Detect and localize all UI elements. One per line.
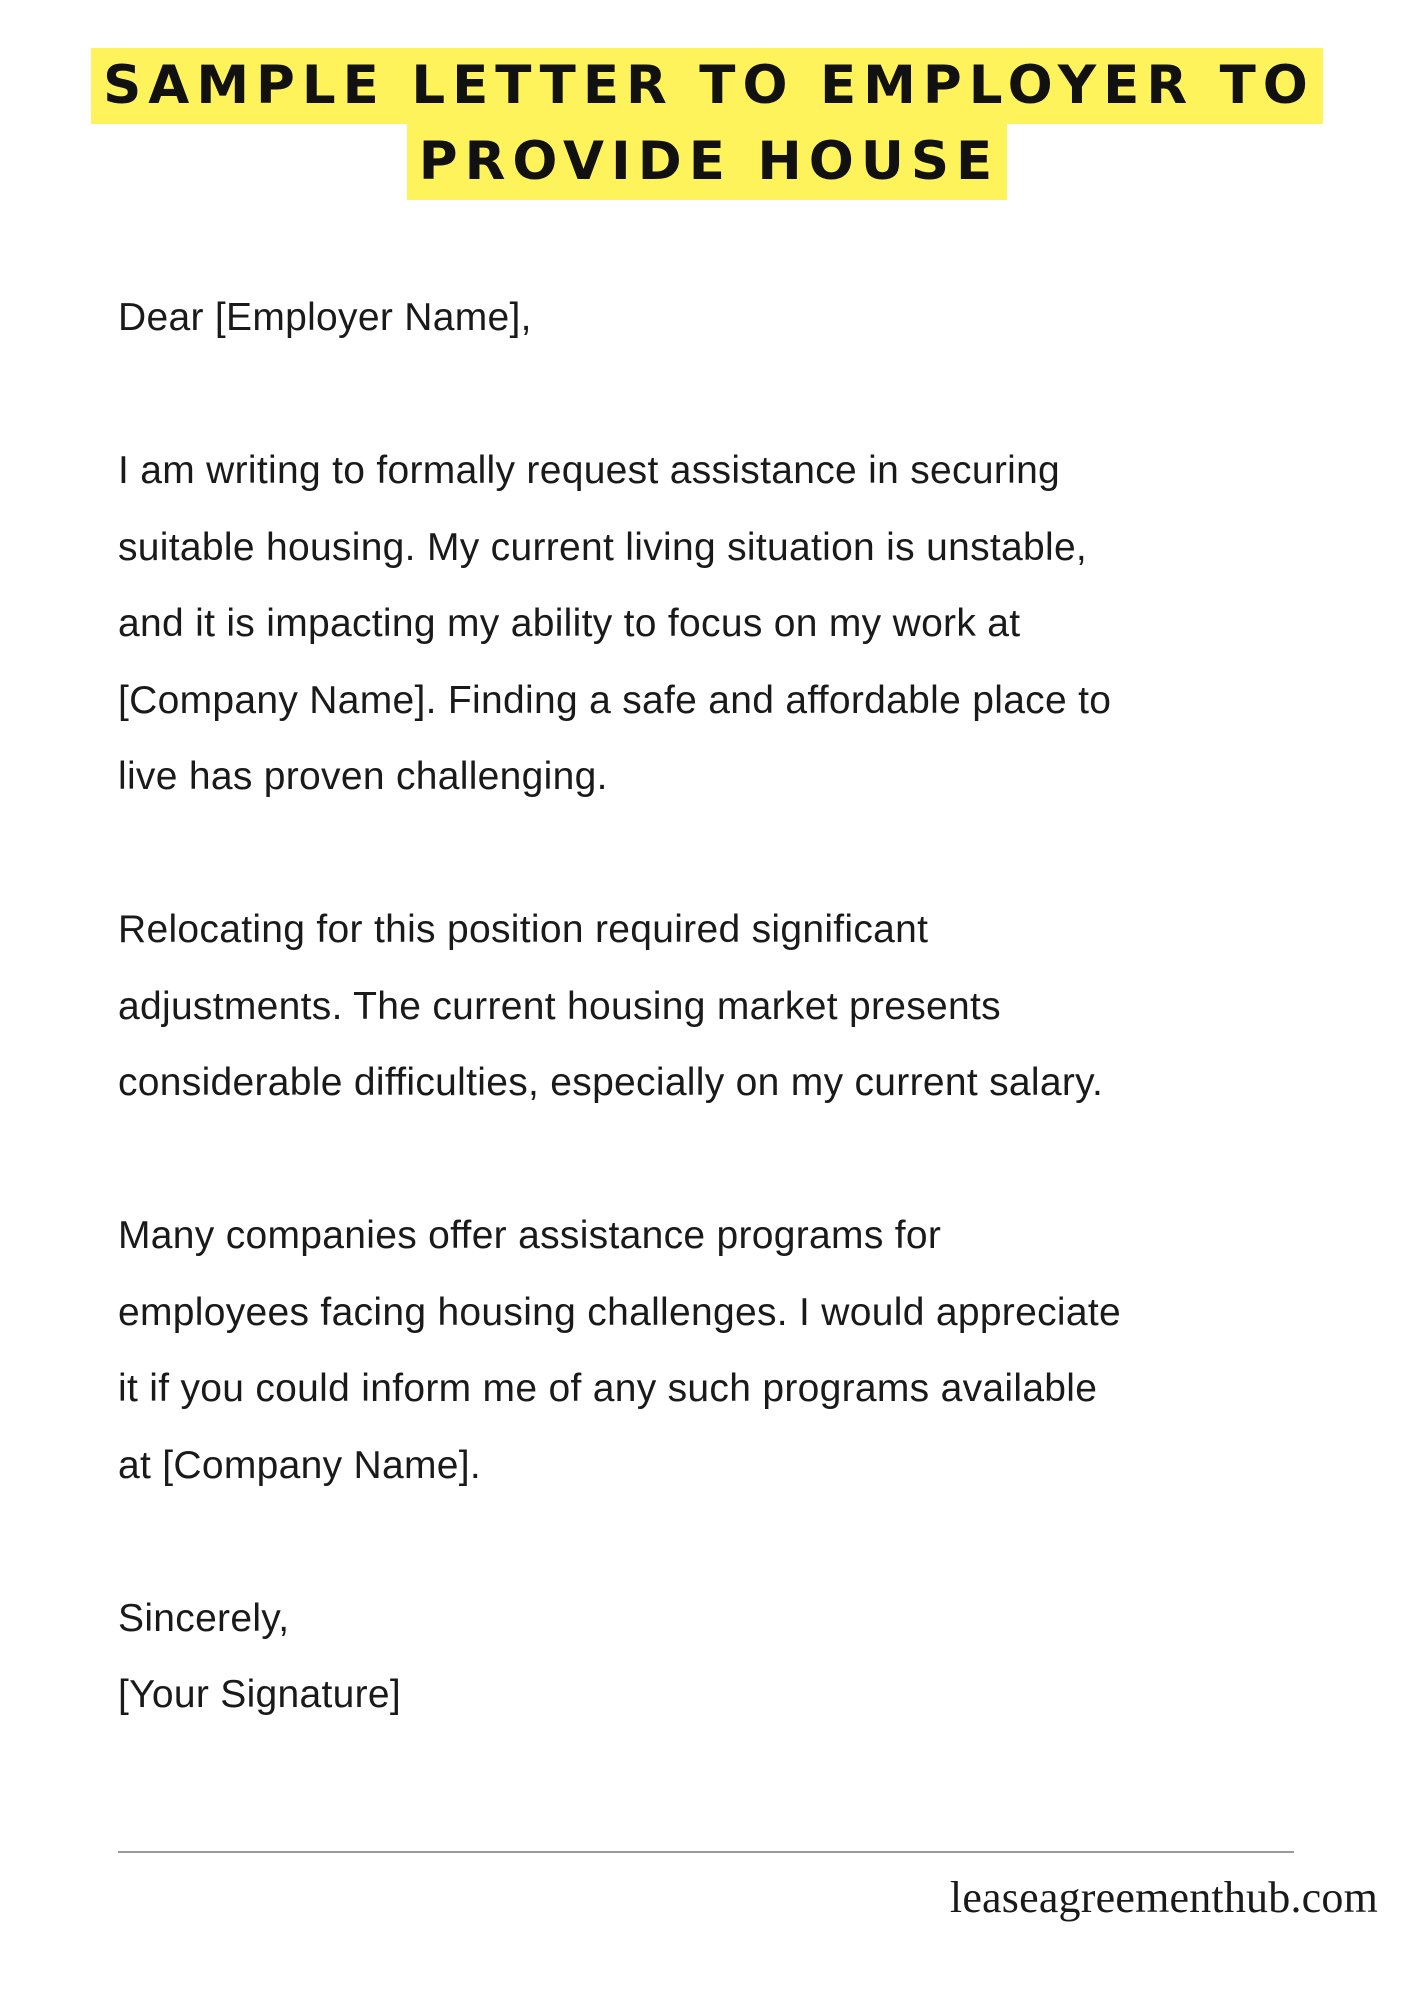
paragraph-line: employees facing housing challenges. I would appreciate — [118, 1290, 1121, 1334]
signature-placeholder: [Your Signature] — [118, 1673, 402, 1716]
paragraph-line: at [Company Name]. — [118, 1443, 482, 1487]
title-line-1: SAMPLE LETTER TO EMPLOYER TO — [91, 48, 1323, 124]
paragraph-line: adjustments. The current housing market presents — [118, 984, 1001, 1028]
paragraph-line: Many companies offer assistance programs for — [118, 1214, 942, 1257]
letter-body — [118, 280, 1348, 1734]
paragraph-line: it if you could inform me of any such programs available — [118, 1367, 1098, 1410]
paragraph-line: live has proven challenging. — [118, 755, 608, 798]
closing: Sincerely, — [118, 1596, 290, 1640]
salutation: Dear [Employer Name], — [118, 296, 532, 339]
page-title — [0, 48, 1414, 200]
paragraph-gap — [118, 1122, 1348, 1199]
paragraph-line: suitable housing. My current living situation is unstable, — [118, 525, 1088, 569]
paragraph-gap — [118, 1504, 1348, 1581]
paragraph-3 — [118, 1198, 1348, 1504]
paragraph-1 — [118, 433, 1348, 816]
footer-website: leaseagreementhub.com — [949, 1873, 1378, 1922]
paragraph-gap — [118, 357, 1348, 434]
paragraph-line: and it is impacting my ability to focus on my work at — [118, 602, 1021, 645]
footer-divider — [118, 1851, 1294, 1853]
paragraph-line: [Company Name]. Finding a safe and affordable place to — [118, 678, 1112, 722]
paragraph-gap — [118, 816, 1348, 893]
paragraph-2 — [118, 892, 1348, 1122]
title-line-2: PROVIDE HOUSE — [407, 124, 1008, 200]
paragraph-line: Relocating for this position required significant — [118, 908, 929, 951]
paragraph-line: considerable difficulties, especially on my current salary. — [118, 1061, 1104, 1104]
paragraph-line: I am writing to formally request assistance in securing — [118, 449, 1061, 492]
